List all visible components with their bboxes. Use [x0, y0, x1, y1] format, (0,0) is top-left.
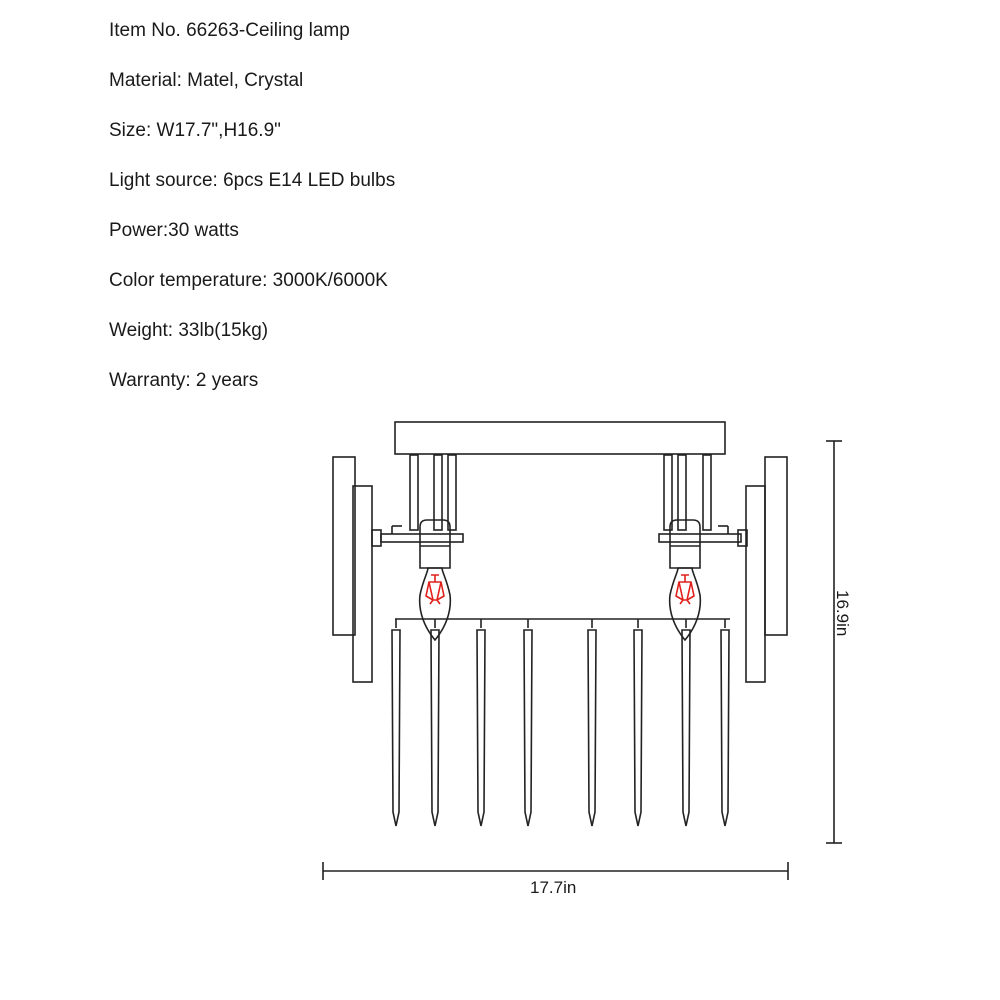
crystal-strand	[721, 619, 729, 826]
lamp-canopy	[395, 422, 725, 454]
crystal-strands	[392, 619, 729, 826]
spec-color-temperature: Color temperature: 3000K/6000K	[109, 270, 388, 291]
height-dimension-label: 16.9in	[833, 590, 852, 637]
right-bulb-socket	[670, 520, 700, 568]
spec-weight: Weight: 33lb(15kg)	[109, 320, 269, 341]
spec-material: Material: Matel, Crystal	[109, 70, 304, 91]
left-side-panels	[333, 457, 463, 682]
right-bulb-filament	[676, 575, 694, 604]
spec-size: Size: W17.7",H16.9"	[109, 120, 281, 141]
left-bulb-filament	[426, 575, 444, 604]
height-dimension-line	[826, 441, 842, 843]
left-bulb-socket	[420, 520, 450, 568]
crystal-strand	[392, 619, 400, 826]
crystal-strand	[477, 619, 485, 826]
width-dimension-label: 17.7in	[530, 878, 577, 897]
spec-power: Power:30 watts	[109, 220, 239, 241]
spec-warranty: Warranty: 2 years	[109, 370, 259, 391]
crystal-strand	[634, 619, 642, 826]
crystal-strand	[682, 619, 690, 826]
crystal-strand	[524, 619, 532, 826]
left-support-rods	[410, 455, 456, 530]
spec-light-source: Light source: 6pcs E14 LED bulbs	[109, 170, 396, 191]
spec-item-number: Item No. 66263-Ceiling lamp	[109, 20, 350, 41]
right-support-rods	[664, 455, 711, 530]
crystal-strand	[431, 619, 439, 826]
crystal-strand	[588, 619, 596, 826]
